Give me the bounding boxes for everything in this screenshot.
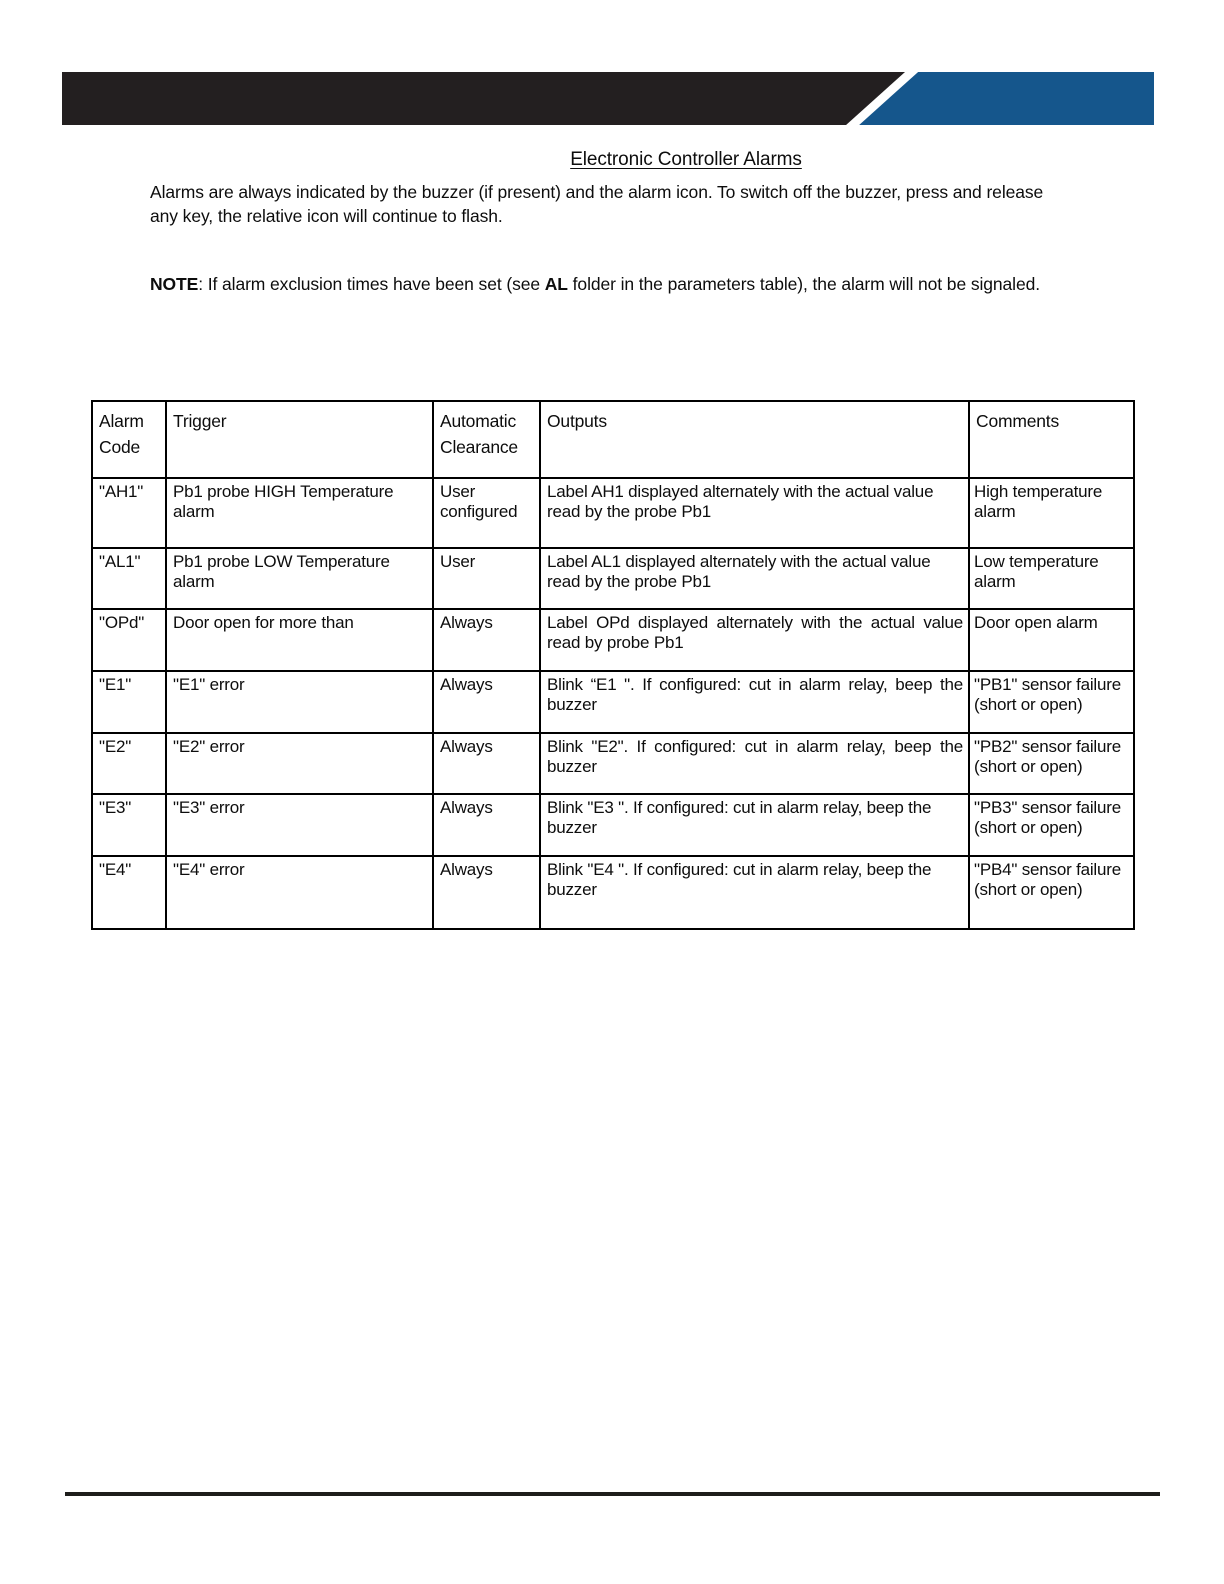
cell-alarm-code: "E3" <box>92 794 166 856</box>
cell-clearance: Always <box>433 794 540 856</box>
cell-clearance: Always <box>433 609 540 671</box>
cell-alarm-code: "OPd" <box>92 609 166 671</box>
cell-trigger: "E1" error <box>166 671 433 733</box>
note-text-mid: : If alarm exclusion times have been set (see <box>198 274 545 294</box>
note-paragraph <box>150 272 1062 296</box>
column-header-outputs: Outputs <box>540 401 969 478</box>
note-label: NOTE <box>150 274 199 294</box>
table-row-e1 <box>92 671 1134 733</box>
cell-clearance: User <box>433 548 540 609</box>
cell-alarm-code: "E1" <box>92 671 166 733</box>
header-banner <box>62 72 1154 125</box>
column-header-alarm-code: Alarm Code <box>92 401 166 478</box>
body-text-block <box>150 148 1062 296</box>
cell-outputs: Blink "E4 ". If configured: cut in alarm relay, beep the buzzer <box>540 856 969 929</box>
table-row-e2 <box>92 733 1134 794</box>
cell-outputs: Label OPd displayed alternately with the actual value read by probe Pb1 <box>540 609 969 671</box>
cell-trigger: "E4" error <box>166 856 433 929</box>
cell-trigger: "E3" error <box>166 794 433 856</box>
cell-comments: Door open alarm <box>969 609 1134 671</box>
cell-trigger: "E2" error <box>166 733 433 794</box>
column-header-automatic-clearance: Automatic Clearance <box>433 401 540 478</box>
cell-comments: "PB2" sensor failure (short or open) <box>969 733 1134 794</box>
alarm-table <box>91 400 1135 930</box>
table-row-al1 <box>92 548 1134 609</box>
cell-outputs: Label AL1 displayed alternately with the actual value read by the probe Pb1 <box>540 548 969 609</box>
cell-trigger: Door open for more than <box>166 609 433 671</box>
cell-outputs: Blink "E3 ". If configured: cut in alarm relay, beep the buzzer <box>540 794 969 856</box>
table-row-e4 <box>92 856 1134 929</box>
cell-clearance: Always <box>433 671 540 733</box>
intro-paragraph: Alarms are always indicated by the buzzer (if present) and the alarm icon. To switch off the buzzer, press and release any key, the relative icon will continue to flash. <box>150 182 1044 226</box>
cell-comments: High temperature alarm <box>969 478 1134 548</box>
cell-outputs: Blink "E2". If configured: cut in alarm relay, beep the buzzer <box>540 733 969 794</box>
cell-comments: "PB1" sensor failure (short or open) <box>969 671 1134 733</box>
cell-clearance: User configured <box>433 478 540 548</box>
table-header-row <box>92 401 1134 478</box>
cell-trigger: Pb1 probe HIGH Temperature alarm <box>166 478 433 548</box>
cell-comments: Low temperature alarm <box>969 548 1134 609</box>
note-text-suffix: folder in the parameters table), the alarm will not be signaled. <box>567 274 1040 294</box>
cell-alarm-code: "AL1" <box>92 548 166 609</box>
table-row-e3 <box>92 794 1134 856</box>
cell-comments: "PB4" sensor failure (short or open) <box>969 856 1134 929</box>
cell-trigger: Pb1 probe LOW Temperature alarm <box>166 548 433 609</box>
table-row-ah1 <box>92 478 1134 548</box>
page-title: Electronic Controller Alarms <box>570 149 802 170</box>
cell-alarm-code: "E4" <box>92 856 166 929</box>
cell-clearance: Always <box>433 856 540 929</box>
column-header-trigger: Trigger <box>166 401 433 478</box>
footer-rule <box>65 1492 1160 1496</box>
note-bold-al: AL <box>544 274 568 294</box>
cell-outputs: Label AH1 displayed alternately with the actual value read by the probe Pb1 <box>540 478 969 548</box>
column-header-comments: Comments <box>969 401 1134 478</box>
table-row-opd <box>92 609 1134 671</box>
cell-comments: "PB3" sensor failure (short or open) <box>969 794 1134 856</box>
cell-alarm-code: "AH1" <box>92 478 166 548</box>
cell-alarm-code: "E2" <box>92 733 166 794</box>
cell-outputs: Blink “E1 ". If configured: cut in alarm relay, beep the buzzer <box>540 671 969 733</box>
cell-clearance: Always <box>433 733 540 794</box>
